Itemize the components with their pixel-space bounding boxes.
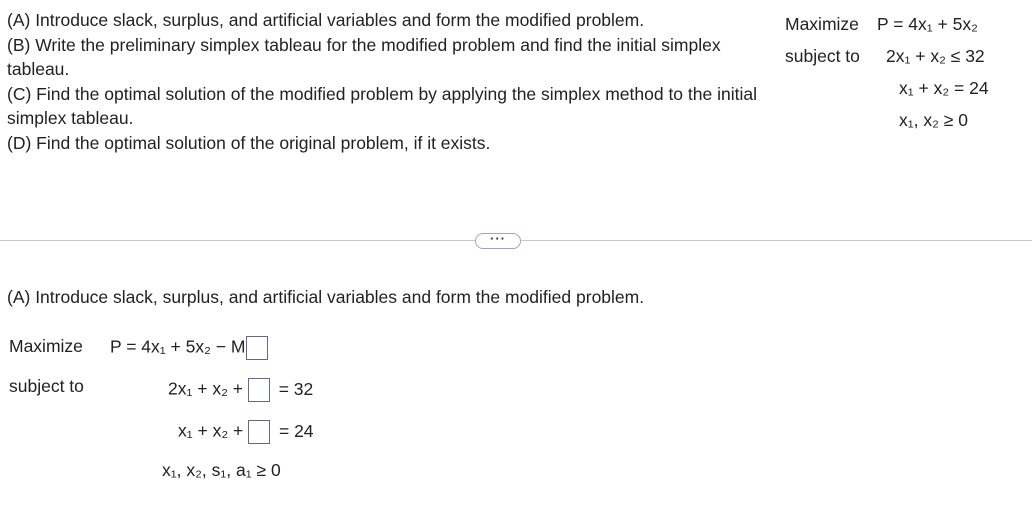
objective-artificial-input[interactable] (246, 336, 268, 360)
instruction-d: (D) Find the optimal solution of the original problem, if it exists. (7, 132, 491, 153)
expand-more-button[interactable]: ··· (475, 233, 521, 249)
constraint-2-variable-input[interactable] (248, 420, 270, 444)
constraint-3: x₁, x₂ ≥ 0 (899, 110, 968, 130)
modified-objective (110, 336, 268, 360)
nonnegativity-constraint: x₁, x₂, s₁, a₁ ≥ 0 (162, 460, 281, 480)
constraint-1-rhs: = 32 (278, 378, 314, 399)
subject-to-label: subject to (785, 46, 860, 66)
constraint-2-rhs: = 24 (278, 420, 314, 441)
objective-function: P = 4x₁ + 5x₂ (877, 14, 978, 34)
part-a-heading: (A) Introduce slack, surplus, and artificial variables and form the modified problem. (7, 287, 645, 307)
constraint-1-lhs: 2x₁ + x₂ + (168, 378, 243, 399)
constraint-1: 2x₁ + x₂ ≤ 32 (886, 46, 985, 66)
constraint-2: x₁ + x₂ = 24 (899, 78, 989, 98)
modified-subject-to-label: subject to (9, 376, 84, 396)
instructions (7, 8, 767, 155)
instruction-a: (A) Introduce slack, surplus, and artificial variables and form the modified problem. (7, 10, 645, 30)
modified-objective-text: P = 4x₁ + 5x₂ − M (110, 336, 246, 357)
instruction-b: (B) Write the preliminary simplex tableau for the modified problem and find the initial simplex tableau. (7, 34, 721, 79)
constraint-1-variable-input[interactable] (248, 378, 270, 402)
modified-maximize-label: Maximize (9, 336, 83, 356)
instruction-c: (C) Find the optimal solution of the modified problem by applying the simplex method to the initial simplex tableau. (7, 83, 757, 128)
modified-constraint-1 (168, 378, 313, 402)
constraint-2-lhs: x₁ + x₂ + (178, 420, 244, 441)
maximize-label: Maximize (785, 14, 859, 34)
modified-constraint-2 (178, 420, 314, 444)
